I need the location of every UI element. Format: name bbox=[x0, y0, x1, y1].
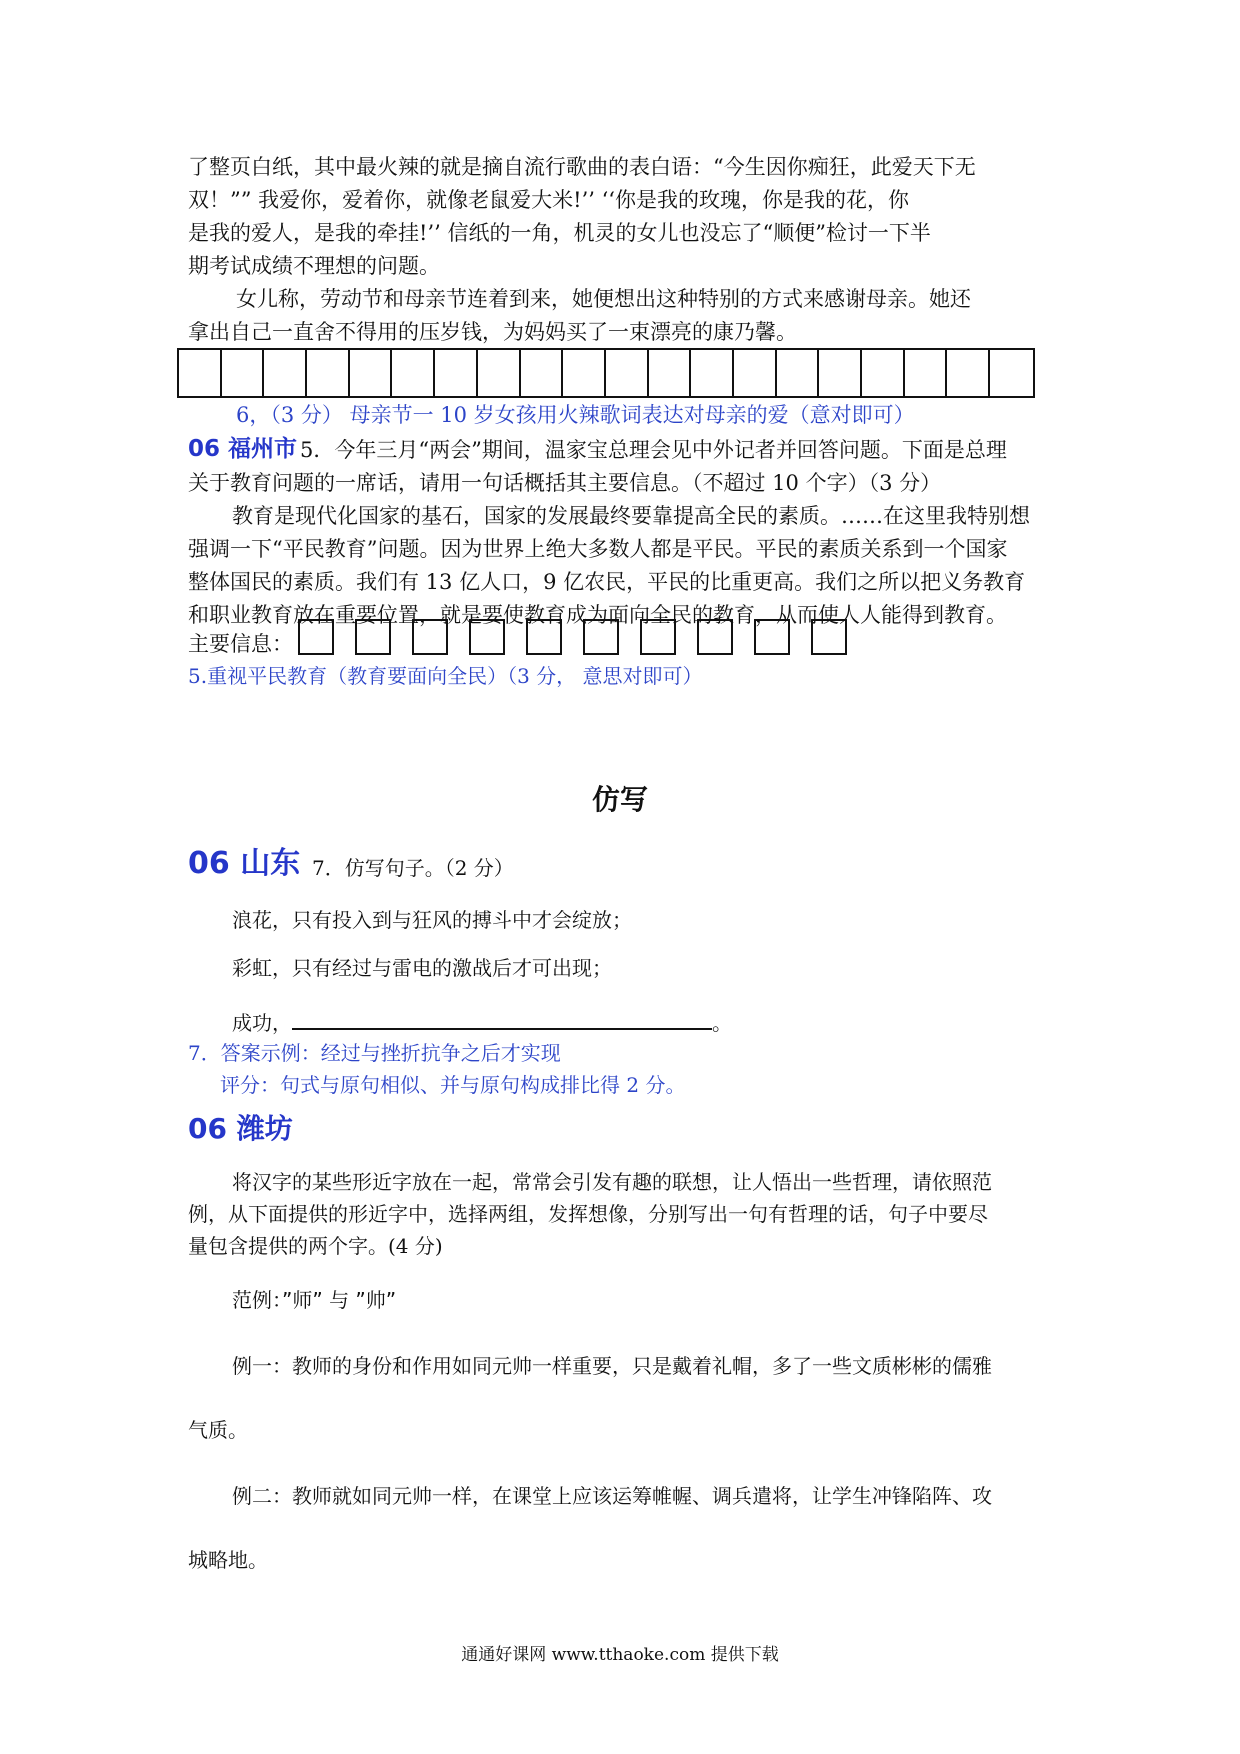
example-line: 气质。 bbox=[188, 1418, 248, 1442]
answer-grid[interactable] bbox=[177, 348, 1035, 398]
answer-box[interactable] bbox=[412, 619, 448, 655]
paragraph-line: 拿出自己一直舍不得用的压岁钱，为妈妈买了一束漂亮的康乃馨。 bbox=[188, 320, 797, 344]
answer-box[interactable] bbox=[526, 619, 562, 655]
grid-cell[interactable] bbox=[222, 350, 265, 396]
grid-cell[interactable] bbox=[179, 350, 222, 396]
answer-text: 6，（3 分） 母亲节一 10 岁女孩用火辣歌词表达对母亲的爱（意对即可） bbox=[236, 403, 915, 427]
answer-box[interactable] bbox=[640, 619, 676, 655]
region-tag: 06 福州市 bbox=[188, 436, 298, 462]
answer-box[interactable] bbox=[469, 619, 505, 655]
answer-box[interactable] bbox=[583, 619, 619, 655]
section-heading: 仿写 bbox=[591, 783, 648, 816]
question-text: 5．今年三月“两会”期间，温家宝总理会见中外记者并回答问题。下面是总理 bbox=[300, 438, 1007, 462]
passage-line: 和职业教育放在重要位置，就是要使教育成为面向全民的教育，从而使人人能得到教育。 bbox=[188, 603, 1007, 627]
answer-blank[interactable] bbox=[292, 1010, 712, 1030]
paragraph-line: 女儿称，劳动节和母亲节连着到来，她便想出这种特别的方式来感谢母亲。她还 bbox=[236, 287, 971, 311]
grid-cell[interactable] bbox=[819, 350, 862, 396]
grid-cell[interactable] bbox=[777, 350, 820, 396]
answer-boxes[interactable] bbox=[298, 619, 868, 655]
passage-line: 强调一下“平民教育”问题。因为世界上绝大多数人都是平民。平民的素质关系到一个国家 bbox=[188, 537, 1008, 561]
grid-cell[interactable] bbox=[649, 350, 692, 396]
grid-cell[interactable] bbox=[563, 350, 606, 396]
answer-box[interactable] bbox=[355, 619, 391, 655]
grid-cell[interactable] bbox=[264, 350, 307, 396]
grid-cell[interactable] bbox=[521, 350, 564, 396]
paragraph-line: 双！”” 我爱你，爱着你，就像老鼠爱大米!’’ ‘‘你是我的玫瑰，你是我的花，你 bbox=[188, 188, 909, 212]
example-label: 范例：”师” 与 ”帅” bbox=[232, 1288, 397, 1312]
sentence-line: 彩虹，只有经过与雷电的激战后才可出现； bbox=[232, 956, 612, 980]
answer-text: 7．答案示例：经过与挫折抗争之后才实现 bbox=[188, 1041, 561, 1065]
main-info-label: 主要信息： bbox=[188, 632, 293, 656]
grid-cell[interactable] bbox=[350, 350, 393, 396]
example-line: 例一：教师的身份和作用如同元帅一样重要，只是戴着礼帽，多了一些文质彬彬的儒雅 bbox=[232, 1354, 992, 1378]
sentence-prefix: 成功， bbox=[232, 1011, 292, 1035]
question-text: 7．仿写句子。（2 分） bbox=[312, 856, 514, 880]
fill-in-sentence bbox=[232, 1010, 732, 1033]
question-text: 关于教育问题的一席话，请用一句话概括其主要信息。（不超过 10 个字）（3 分） bbox=[188, 471, 942, 495]
example-line: 例二：教师就如同元帅一样，在课堂上应该运筹帷幄、调兵遣将，让学生冲锋陷阵、攻 bbox=[232, 1484, 992, 1508]
paragraph-line: 是我的爱人，是我的牵挂!’’ 信纸的一角，机灵的女儿也没忘了“顺便”检讨一下半 bbox=[188, 221, 931, 245]
grid-cell[interactable] bbox=[478, 350, 521, 396]
grid-cell[interactable] bbox=[905, 350, 948, 396]
question-line: 量包含提供的两个字。(4 分) bbox=[188, 1234, 443, 1258]
grid-cell[interactable] bbox=[606, 350, 649, 396]
sentence-line: 浪花，只有投入到与狂风的搏斗中才会绽放； bbox=[232, 908, 632, 932]
paragraph-line: 期考试成绩不理想的问题。 bbox=[188, 254, 440, 278]
question-line: 例，从下面提供的形近字中，选择两组，发挥想像，分别写出一句有哲理的话，句子中要尽 bbox=[188, 1202, 988, 1226]
grid-cell[interactable] bbox=[307, 350, 350, 396]
answer-box[interactable] bbox=[811, 619, 847, 655]
grid-cell[interactable] bbox=[435, 350, 478, 396]
grid-cell[interactable] bbox=[734, 350, 777, 396]
question-line: 将汉字的某些形近字放在一起，常常会引发有趣的联想，让人悟出一些哲理，请依照范 bbox=[232, 1170, 992, 1194]
grid-cell[interactable] bbox=[862, 350, 905, 396]
region-tag: 06 山东 bbox=[188, 846, 301, 881]
answer-box[interactable] bbox=[697, 619, 733, 655]
grid-cell[interactable] bbox=[691, 350, 734, 396]
sentence-suffix: 。 bbox=[712, 1011, 732, 1035]
grid-cell[interactable] bbox=[392, 350, 435, 396]
example-line: 城略地。 bbox=[188, 1548, 268, 1572]
answer-text: 5.重视平民教育（教育要面向全民）（3 分， 意思对即可） bbox=[188, 664, 703, 688]
region-tag: 06 潍坊 bbox=[188, 1112, 293, 1145]
paragraph-line: 了整页白纸，其中最火辣的就是摘自流行歌曲的表白语：“今生因你痴狂，此爱天下无 bbox=[188, 155, 976, 179]
footer-credit: 通通好课网 www.tthaoke.com 提供下载 bbox=[461, 1645, 779, 1665]
grid-cell[interactable] bbox=[990, 350, 1033, 396]
answer-box[interactable] bbox=[298, 619, 334, 655]
grid-cell[interactable] bbox=[947, 350, 990, 396]
grading-note: 评分：句式与原句相似、并与原句构成排比得 2 分。 bbox=[220, 1073, 686, 1097]
answer-box[interactable] bbox=[754, 619, 790, 655]
passage-line: 教育是现代化国家的基石，国家的发展最终要靠提高全民的素质。……在这里我特别想 bbox=[232, 504, 1030, 528]
passage-line: 整体国民的素质。我们有 13 亿人口，9 亿农民，平民的比重更高。我们之所以把义务教育 bbox=[188, 570, 1026, 594]
